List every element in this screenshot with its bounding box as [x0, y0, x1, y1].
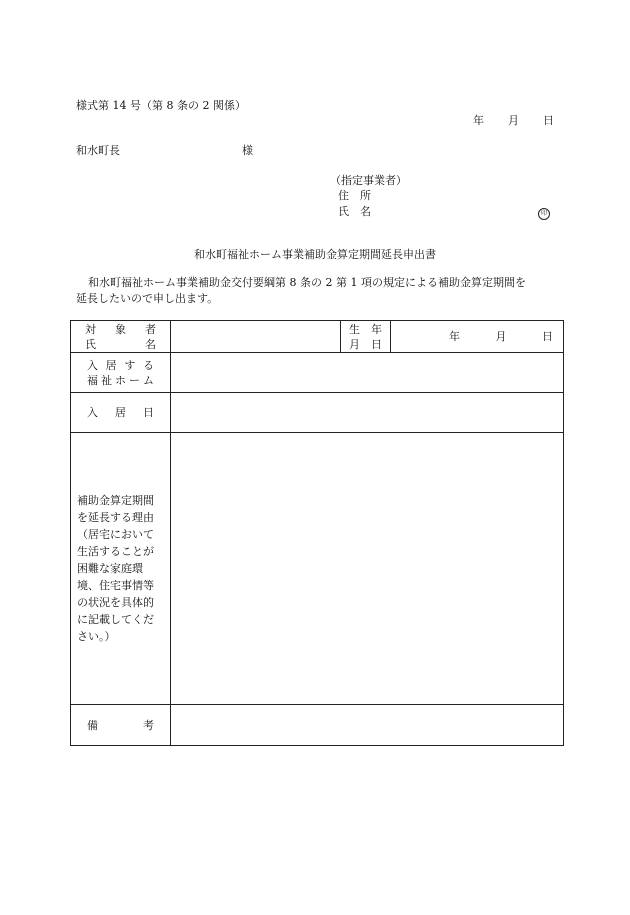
- subject-row: [71, 321, 564, 353]
- document-title: 和水町福祉ホーム事業補助金算定期間延長申出書: [194, 248, 436, 261]
- move-in-date-label: 入 居 日: [71, 393, 171, 433]
- body-text-line-2: 延長したいので申し出ます。: [76, 292, 219, 305]
- form-number: 様式第 14 号（第 8 条の 2 関係）: [76, 99, 246, 112]
- extension-reason-label: 補助金算定期間 を延長する理由 （居宅において 生活することが 困難な家庭環 境、住宅事情等 の状況を具体的 に記載してくだ さい。）: [71, 433, 171, 705]
- body-text-line-1: 和水町福祉ホーム事業補助金交付要綱第 8 条の 2 第 1 項の規定による補助金算定期間を: [88, 276, 526, 289]
- designated-business-label: （指定事業者）: [330, 174, 407, 187]
- welfare-home-field[interactable]: [171, 353, 564, 393]
- extension-reason-row: [71, 433, 564, 705]
- move-in-date-field[interactable]: [171, 393, 564, 433]
- honorific: 様: [242, 144, 253, 157]
- move-in-date-row: [71, 393, 564, 433]
- seal-mark: [538, 205, 550, 220]
- birthdate-field[interactable]: [391, 321, 564, 353]
- remarks-row: [71, 705, 564, 746]
- subject-name-label: 対 象 者 氏 名: [71, 321, 171, 353]
- birthdate-label: 生 年 月 日: [341, 321, 391, 353]
- remarks-label: 備 考: [71, 705, 171, 746]
- name-label: 氏 名: [338, 205, 371, 218]
- addressee: 和水町長: [76, 144, 120, 157]
- date-year-label: 年: [473, 114, 484, 127]
- date-day-label: 日: [543, 114, 554, 127]
- extension-reason-field[interactable]: [171, 433, 564, 705]
- welfare-home-row: [71, 353, 564, 393]
- address-label: 住 所: [338, 189, 371, 202]
- subject-name-field[interactable]: [171, 321, 341, 353]
- seal-icon: 印: [538, 208, 550, 220]
- application-form-table: [70, 320, 564, 746]
- date-month-label: 月: [508, 114, 519, 127]
- welfare-home-label: 入 居 す る 福 祉 ホ ー ム: [71, 353, 171, 393]
- birth-year-label: 年: [449, 330, 460, 343]
- birth-month-label: 月: [495, 330, 507, 343]
- birth-day-label: 日: [542, 330, 553, 343]
- submission-date: [473, 114, 554, 128]
- remarks-field[interactable]: [171, 705, 564, 746]
